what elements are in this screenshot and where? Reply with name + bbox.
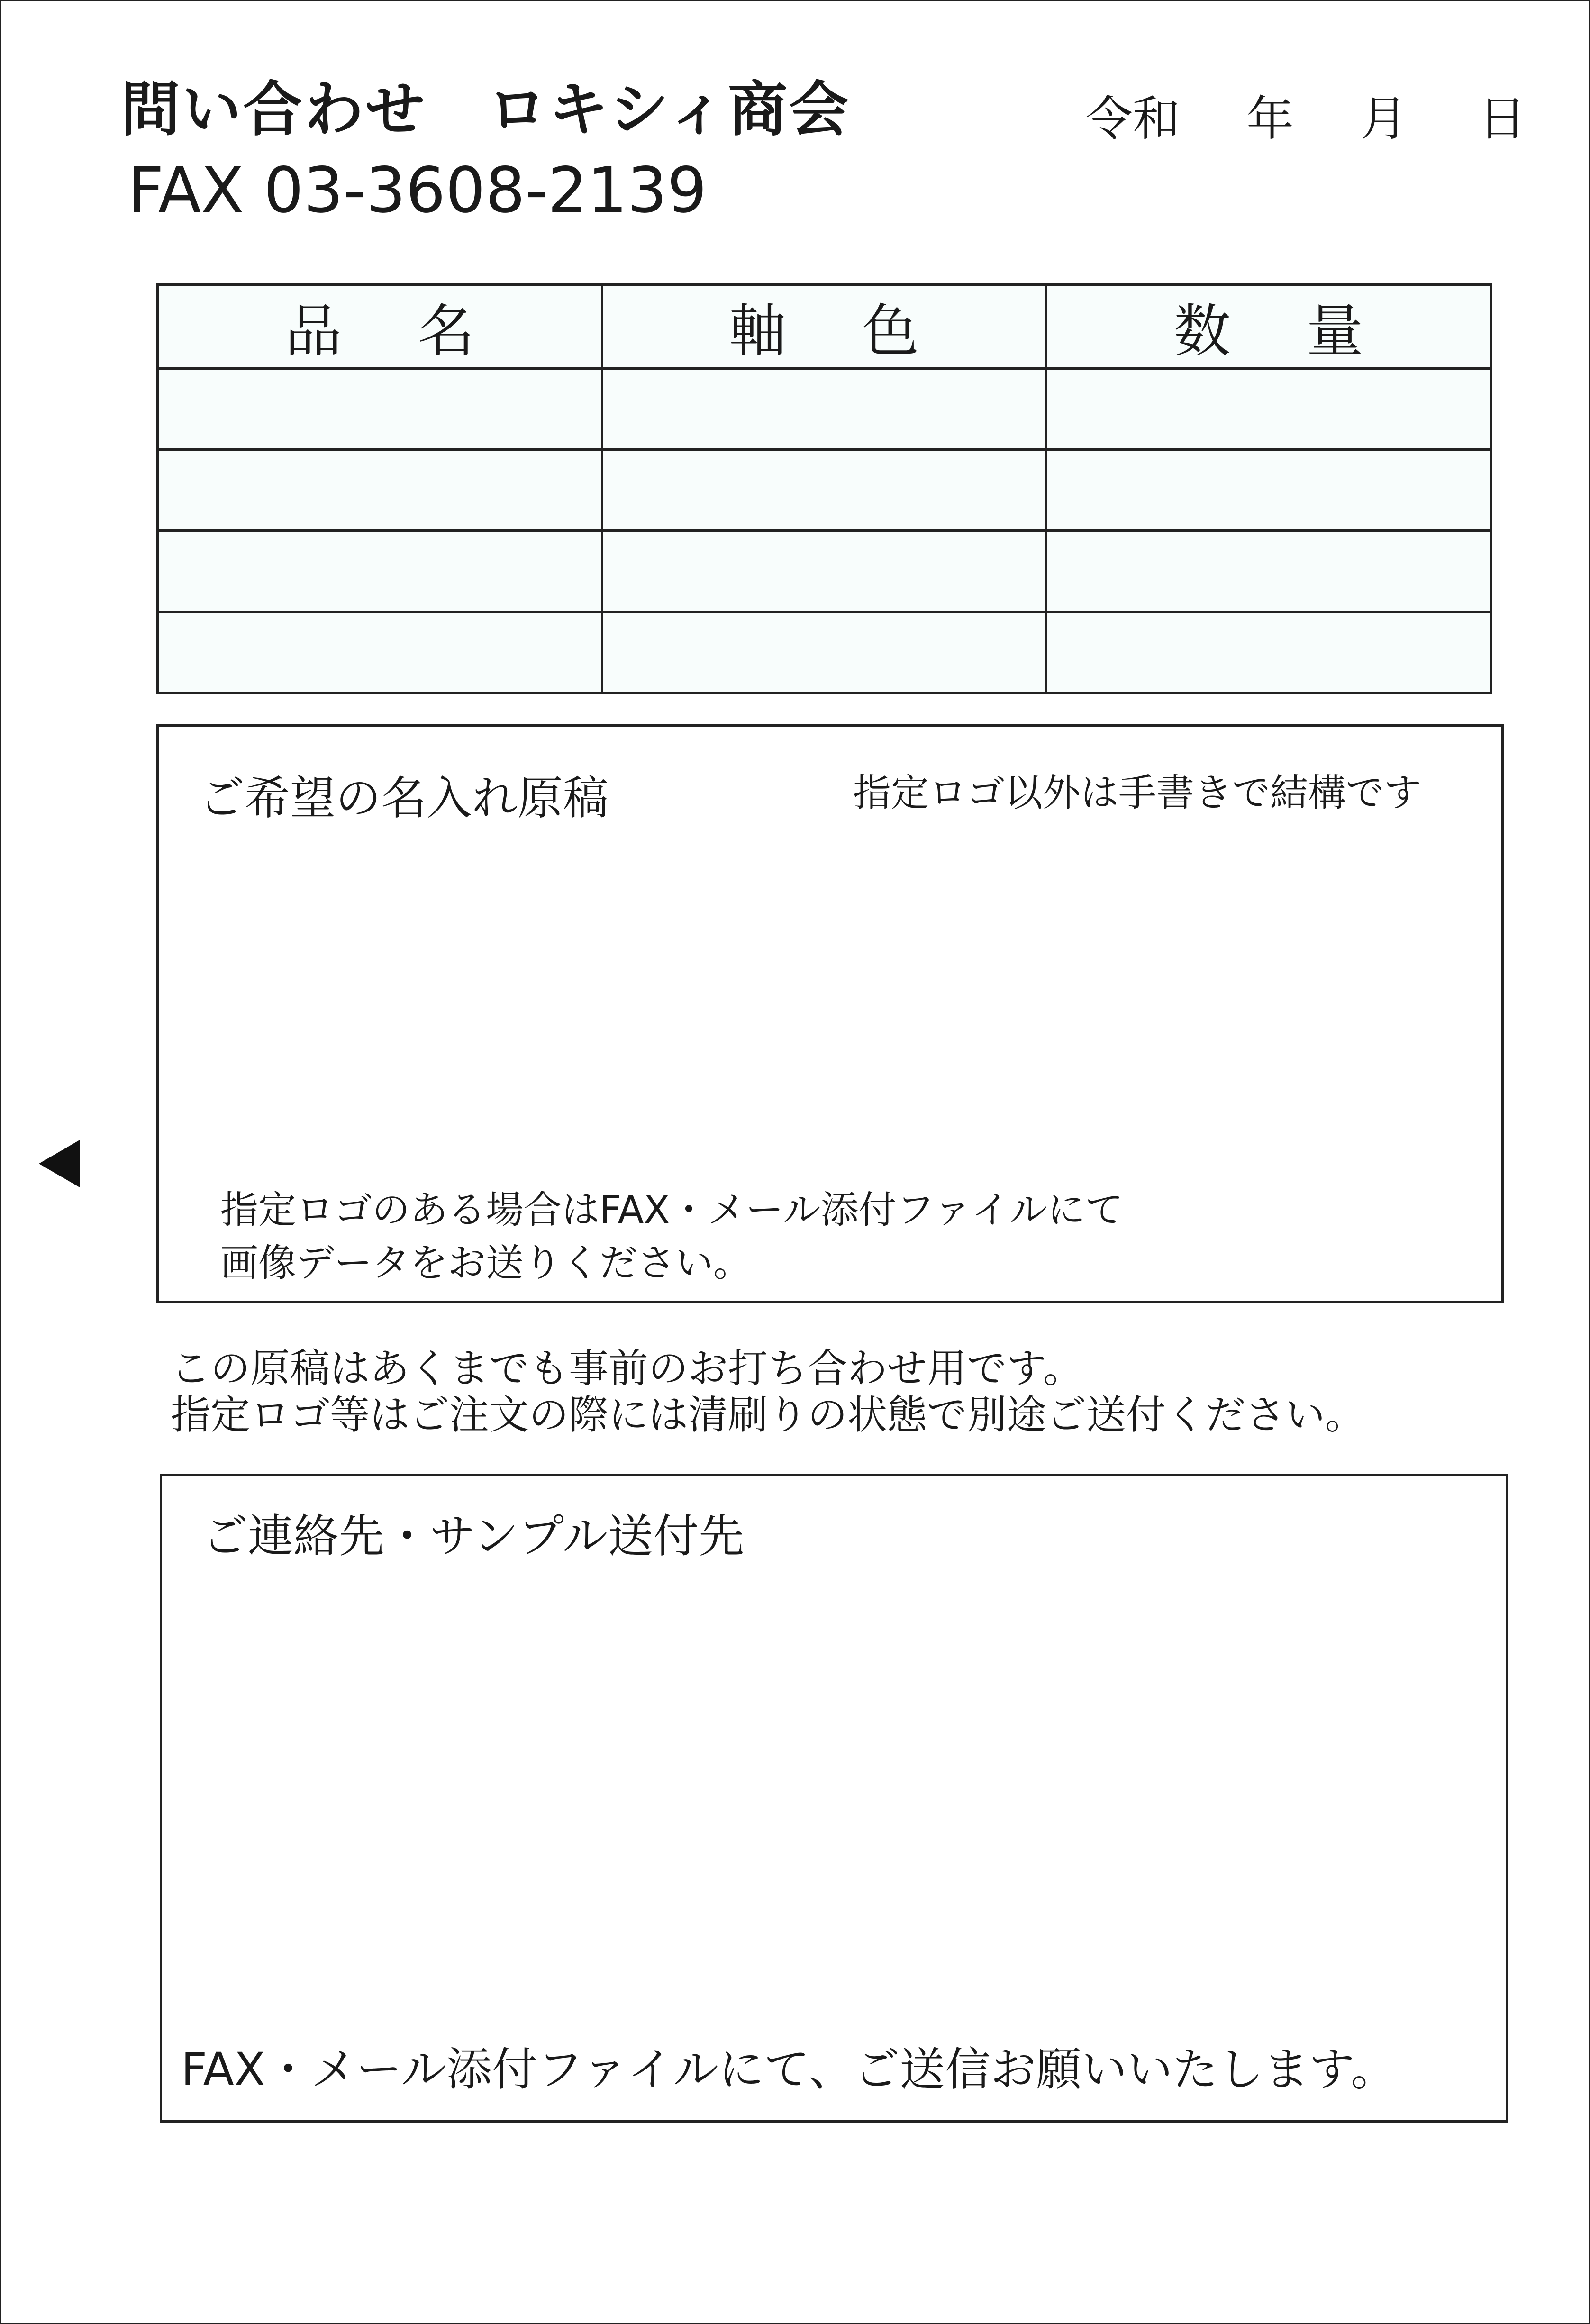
product-name-cell[interactable] <box>158 450 602 531</box>
table-row <box>158 531 1491 612</box>
contact-box[interactable] <box>160 1474 1508 2123</box>
fax-number: FAX 03-3608-2139 <box>128 154 707 227</box>
product-name-cell[interactable] <box>158 531 602 612</box>
contact-box-footer: FAX・メール添付ファイルにて、ご送信お願いいたします。 <box>181 2043 1397 2096</box>
column-header-product-name: 品名 <box>158 285 602 369</box>
draft-note-line-2: 指定ロゴ等はご注文の際には清刷りの状態で別途ご送付ください。 <box>171 1392 1365 1438</box>
design-draft-hint: 指定ロゴ以外は手書きで結構です <box>853 771 1422 815</box>
quantity-cell[interactable] <box>1046 531 1491 612</box>
order-table <box>156 283 1492 694</box>
design-draft-box[interactable] <box>156 724 1504 1303</box>
left-triangle-icon <box>39 1140 80 1187</box>
quantity-cell[interactable] <box>1046 369 1491 450</box>
date-era-label: 令和 <box>1085 91 1180 146</box>
shaft-color-cell[interactable] <box>602 369 1046 450</box>
quantity-cell[interactable] <box>1046 450 1491 531</box>
logo-note-line-1: 指定ロゴのある場合はFAX・メール添付ファイルにて <box>220 1188 1124 1232</box>
table-row <box>158 369 1491 450</box>
design-draft-title: ご希望の名入れ原稿 <box>199 772 609 825</box>
draft-note-line-1: この原稿はあくまでも事前のお打ち合わせ用です。 <box>171 1345 1083 1392</box>
logo-note-line-2: 画像データをお送りください。 <box>220 1241 751 1285</box>
product-name-cell[interactable] <box>158 612 602 693</box>
date-year-label: 年 <box>1246 91 1294 146</box>
shaft-color-cell[interactable] <box>602 531 1046 612</box>
product-name-cell[interactable] <box>158 369 602 450</box>
contact-box-title: ご連絡先・サンプル送付先 <box>202 1510 745 1563</box>
column-header-quantity: 数量 <box>1046 285 1491 369</box>
order-table-header <box>158 285 1491 369</box>
date-day-label: 日 <box>1479 91 1526 146</box>
page-title: 問い合わせ ロキシィ商会 <box>121 75 851 144</box>
table-row <box>158 450 1491 531</box>
quantity-cell[interactable] <box>1046 612 1491 693</box>
shaft-color-cell[interactable] <box>602 450 1046 531</box>
shaft-color-cell[interactable] <box>602 612 1046 693</box>
table-row <box>158 612 1491 693</box>
date-month-label: 月 <box>1360 91 1408 146</box>
column-header-shaft-color: 軸色 <box>602 285 1046 369</box>
